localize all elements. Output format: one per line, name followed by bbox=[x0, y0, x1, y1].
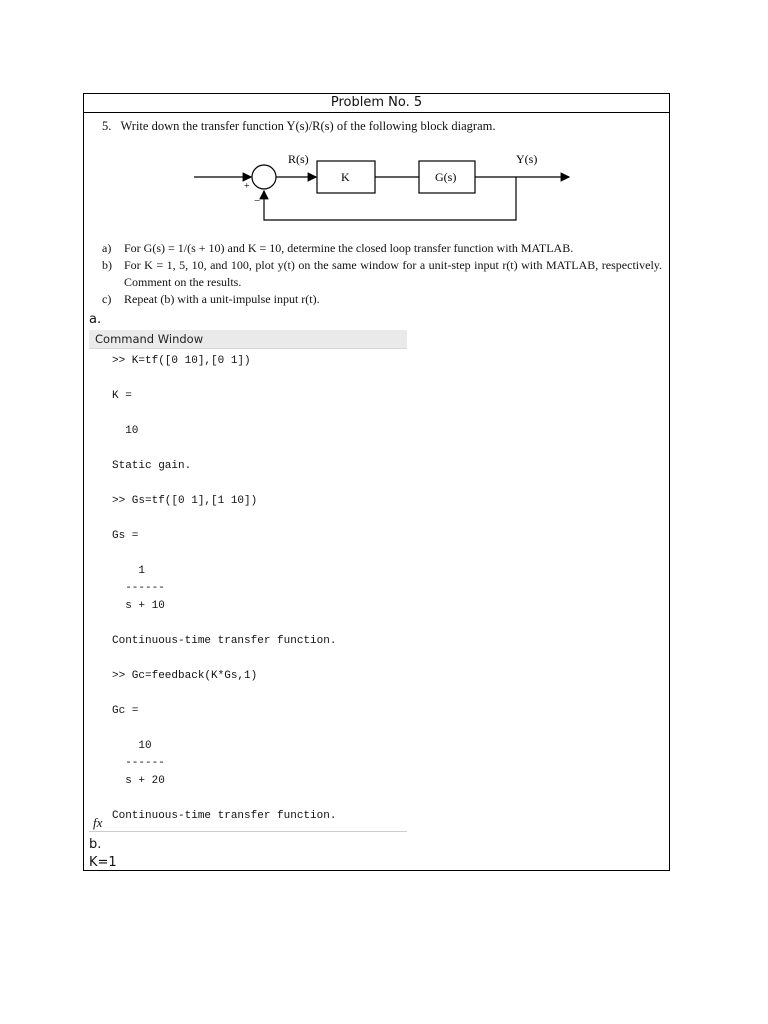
cmd-line: Gc = bbox=[112, 705, 139, 717]
plus-sign: + bbox=[244, 181, 250, 192]
cmd-line: Gs = bbox=[112, 530, 139, 542]
cmd-line: 10 bbox=[112, 740, 152, 752]
question-number: 5. bbox=[102, 119, 112, 133]
fx-icon[interactable]: fx bbox=[93, 815, 103, 830]
question-parts bbox=[102, 240, 662, 308]
cmd-line: 10 bbox=[112, 425, 139, 437]
g-block-label: G(s) bbox=[435, 170, 457, 184]
question-line bbox=[102, 119, 495, 134]
k-block-label: K bbox=[341, 170, 350, 184]
problem-frame bbox=[83, 93, 670, 871]
cmd-line: ------ bbox=[112, 757, 165, 769]
problem-title: Problem No. 5 bbox=[84, 94, 669, 113]
cmd-line: Static gain. bbox=[112, 460, 192, 472]
minus-sign: − bbox=[254, 195, 261, 207]
cmd-line: >> Gc=feedback(K*Gs,1) bbox=[112, 670, 258, 682]
summing-junction bbox=[252, 165, 276, 189]
cmd-line: 1 bbox=[112, 565, 146, 577]
feedback-path bbox=[264, 177, 516, 220]
answer-b-k-value: K=1 bbox=[89, 855, 117, 870]
answer-a-label: a. bbox=[89, 312, 102, 327]
answer-b-label: b. bbox=[89, 837, 102, 852]
cmd-line: >> Gs=tf([0 1],[1 10]) bbox=[112, 495, 258, 507]
cmd-line: Continuous-time transfer function. bbox=[112, 635, 337, 647]
command-window-title: Command Window bbox=[89, 330, 407, 349]
part-a: a) For G(s) = 1/(s + 10) and K = 10, determine the closed loop transfer function with MATLAB. bbox=[102, 241, 574, 255]
cmd-line: K = bbox=[112, 390, 132, 402]
block-diagram bbox=[194, 149, 574, 229]
question-text: Write down the transfer function Y(s)/R(s) of the following block diagram. bbox=[120, 119, 496, 133]
cmd-line: s + 20 bbox=[112, 775, 165, 787]
output-label: Y(s) bbox=[516, 152, 538, 166]
cmd-line: s + 10 bbox=[112, 600, 165, 612]
matlab-command-window bbox=[89, 330, 407, 836]
part-c: c) Repeat (b) with a unit-impulse input r(t). bbox=[102, 292, 320, 306]
cmd-line: >> K=tf([0 10],[0 1]) bbox=[112, 355, 251, 367]
input-label: R(s) bbox=[288, 152, 309, 166]
command-window-bottom-border bbox=[89, 831, 407, 832]
cmd-line: Continuous-time transfer function. bbox=[112, 810, 337, 822]
cmd-line: ------ bbox=[112, 582, 165, 594]
part-b: b) For K = 1, 5, 10, and 100, plot y(t) on the same window for a unit-step input r(t) with MATLAB, respectively. Comment on the results. bbox=[102, 258, 662, 289]
